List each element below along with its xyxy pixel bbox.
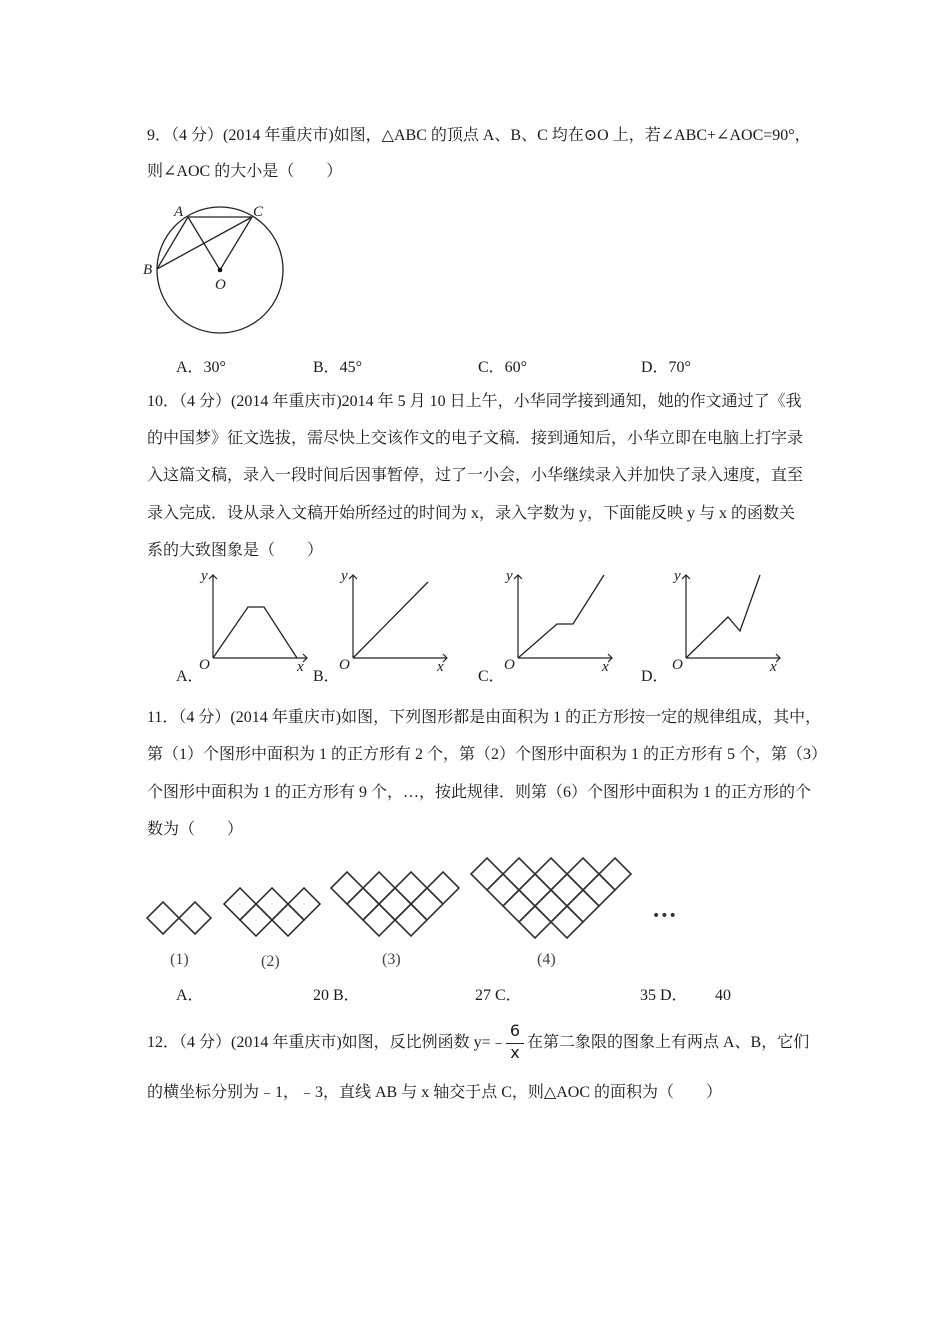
unit-square (551, 874, 583, 906)
q10-option-c[interactable]: C． (478, 668, 505, 685)
point-a-label: A (174, 204, 184, 220)
q9-option-b[interactable]: B．45° (313, 359, 363, 376)
pattern-figure-4 (471, 858, 631, 938)
unit-square (395, 904, 427, 936)
unit-square (503, 890, 535, 922)
q12-stem-line-1a: 12．（4 分）(2014 年重庆市)如图，反比例函数 y=﹣ (147, 1034, 507, 1051)
q10-graph-c (500, 565, 620, 675)
q10-graph-b (335, 565, 455, 675)
y-axis-label: y (201, 568, 208, 584)
unit-square (567, 858, 599, 890)
unit-square (179, 902, 211, 934)
x-axis-label: x (602, 659, 609, 675)
q11-option-d[interactable]: 35 D． (640, 987, 688, 1004)
q9-stem-line-1: 9．（4 分）(2014 年重庆市)如图，△ABC 的顶点 A、B、C 均在⊙O 上，若∠ABC+∠AOC=90°， (147, 127, 811, 144)
q11-stem-line-2: 第（1）个图形中面积为 1 的正方形有 2 个，第（2）个图形中面积为 1 的正方形有 5 个，第（3） (147, 746, 828, 763)
figure-1-caption: (1) (170, 951, 189, 968)
q10-stem-line-2: 的中国梦》征文选拔，需尽快上交该作文的电子文稿．接到通知后，小华立即在电脑上打字录 (147, 430, 804, 447)
q12-stem-line-1b: 在第二象限的图象上有两点 A、B，它们 (527, 1034, 810, 1051)
q10-graph-d (668, 565, 788, 675)
unit-square (347, 888, 379, 920)
figure-3-caption: (3) (382, 951, 401, 968)
q10-stem-line-4: 录入完成．设从录入文稿开始所经过的时间为 x，录入字数为 y，下面能反映 y 与 x 的函数关 (147, 505, 796, 522)
x-axis-label: x (297, 659, 304, 675)
unit-square (224, 888, 256, 920)
point-o-label: O (215, 277, 226, 293)
y-axis-label: y (341, 568, 348, 584)
q11-option-a[interactable]: A． (176, 987, 204, 1004)
unit-square (551, 906, 583, 938)
unit-square (567, 890, 599, 922)
unit-square (535, 890, 567, 922)
q10-option-a[interactable]: A． (176, 668, 204, 685)
q10-stem-line-5: 系的大致图象是（ ） (147, 542, 324, 559)
y-axis-label: y (674, 568, 681, 584)
unit-square (427, 872, 459, 904)
q11-option-c[interactable]: 27 C． (475, 987, 522, 1004)
point-c-label: C (253, 204, 264, 220)
unit-square (599, 858, 631, 890)
unit-square (147, 902, 179, 934)
q9-circle-figure (140, 200, 290, 340)
q11-stem-line-1: 11．（4 分）(2014 年重庆市)如图，下列图形都是由面积为 1 的正方形按一定的规律组成，其中， (147, 709, 822, 726)
unit-square (487, 874, 519, 906)
unit-square (240, 904, 272, 936)
q9-stem-line-2: 则∠AOC 的大小是（ ） (147, 163, 343, 180)
pattern-figure-1 (147, 902, 211, 934)
x-axis-label: x (770, 659, 777, 675)
ellipsis-dots: ••• (652, 908, 677, 924)
unit-square (503, 858, 535, 890)
q10-option-b[interactable]: B． (313, 668, 340, 685)
unit-square (379, 888, 411, 920)
figure-4-caption: (4) (537, 951, 556, 968)
point-b-label: B (143, 262, 153, 278)
q11-square-pattern-figures (140, 850, 700, 975)
fraction-numerator: 6 (509, 1021, 521, 1040)
unit-square (535, 858, 567, 890)
origin-label: O (339, 657, 350, 673)
unit-square (471, 858, 503, 890)
q10-stem-line-3: 入这篇文稿，录入一段时间后因事暂停，过了一小会，小华继续录入并加快了录入速度，直至 (147, 467, 804, 484)
q11-option-b[interactable]: 20 B． (313, 987, 360, 1004)
origin-label: O (504, 657, 515, 673)
q11-stem-line-4: 数为（ ） (147, 821, 244, 838)
unit-square (519, 874, 551, 906)
x-axis-label: x (437, 659, 444, 675)
q11-option-d-value: 40 (715, 987, 731, 1004)
unit-square (272, 904, 304, 936)
q9-option-d[interactable]: D．70° (641, 359, 691, 376)
unit-square (256, 888, 288, 920)
q10-graph-a (195, 565, 315, 675)
unit-square (363, 872, 395, 904)
y-axis-label: y (506, 568, 513, 584)
unit-square (395, 872, 427, 904)
pattern-figure-3 (331, 872, 459, 936)
pattern-figure-2 (224, 888, 320, 936)
unit-square (583, 874, 615, 906)
unit-square (288, 888, 320, 920)
q9-option-a[interactable]: A．30° (176, 359, 226, 376)
unit-square (331, 872, 363, 904)
figure-2-caption: (2) (261, 953, 280, 970)
q12-stem-line-2: 的横坐标分别为﹣1，﹣3，直线 AB 与 x 轴交于点 C，则△AOC 的面积为（ ） (147, 1084, 722, 1101)
unit-square (411, 888, 443, 920)
q9-option-c[interactable]: C．60° (478, 359, 528, 376)
q11-stem-line-3: 个图形中面积为 1 的正方形有 9 个，…，按此规律．则第（6）个图形中面积为 1 的正方形的个 (147, 784, 812, 801)
origin-label: O (672, 657, 683, 673)
unit-square (363, 904, 395, 936)
q10-stem-line-1: 10．（4 分）(2014 年重庆市)2014 年 5 月 10 日上午，小华同学接到通知，她的作文通过了《我 (147, 393, 802, 410)
fraction-denominator: x (510, 1043, 520, 1062)
q10-option-d[interactable]: D． (641, 668, 669, 685)
origin-label: O (199, 657, 210, 673)
unit-square (519, 906, 551, 938)
